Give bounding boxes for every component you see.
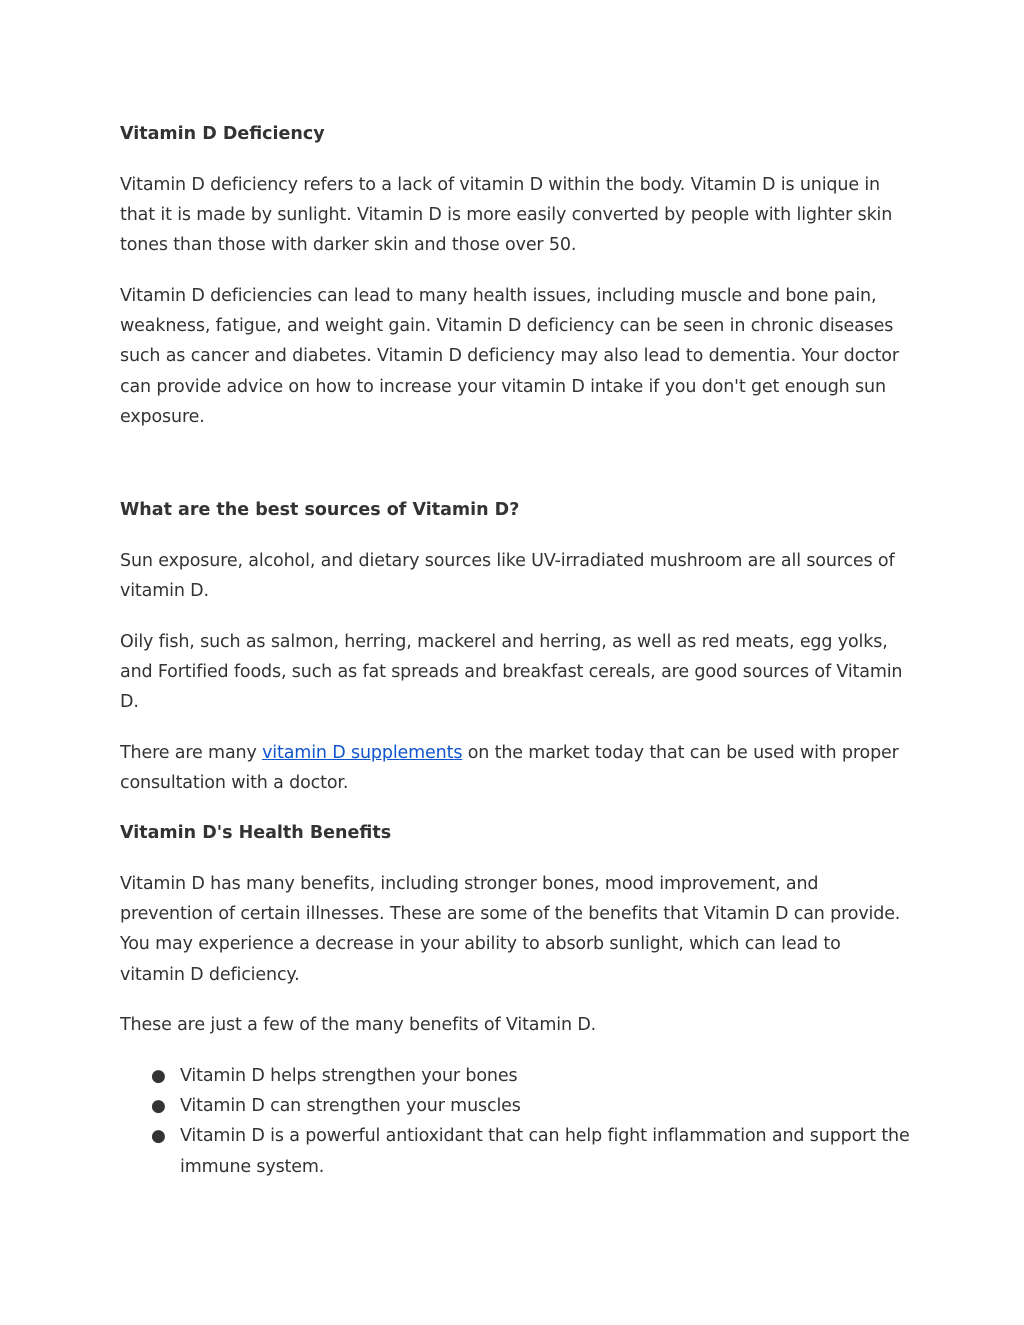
bullet-dot-icon: ● xyxy=(151,1066,166,1086)
list-item xyxy=(120,1121,910,1181)
bullet-dot-icon: ● xyxy=(151,1096,166,1117)
paragraph-deficiency-health-issues: Vitamin D deficiencies can lead to many health issues, including muscle and bone pain, weakness, fatigue, and weight gain. Vitamin D deficiency can be seen in chronic diseases such as cancer and diabetes. Vitamin D deficiency may also lead to dementia. Your doctor can provide advice on how to increase your vitamin D intake if you don't get enough sun exposure. xyxy=(120,286,899,427)
benefits-bullet-list xyxy=(120,1061,910,1182)
section-heading-deficiency: Vitamin D Deficiency xyxy=(120,124,325,144)
supplements-text-after: on the market today that can be used with proper consultation with a doctor. xyxy=(120,743,899,794)
paragraph-supplements xyxy=(120,738,910,798)
paragraph-benefits-intro: These are just a few of the many benefits of Vitamin D. xyxy=(120,1015,597,1035)
paragraph-sources-sun: Sun exposure, alcohol, and dietary sources like UV-irradiated mushroom are all sources of vitamin D. xyxy=(120,551,895,602)
list-item-text: Vitamin D is a powerful antioxidant that can help fight inflammation and support the immune system. xyxy=(180,1126,910,1177)
paragraph-sources-foods: Oily fish, such as salmon, herring, mackerel and herring, as well as red meats, egg yolks, and Fortified foods, such as fat spreads and breakfast cereals, are good sources of Vitamin D. xyxy=(120,632,903,713)
list-item xyxy=(120,1091,910,1121)
section-heading-sources: What are the best sources of Vitamin D? xyxy=(120,500,520,520)
vitamin-d-supplements-link[interactable]: vitamin D supplements xyxy=(262,743,463,763)
list-item-text: Vitamin D helps strengthen your bones xyxy=(180,1066,518,1086)
paragraph-deficiency-definition: Vitamin D deficiency refers to a lack of vitamin D within the body. Vitamin D is unique in that it is made by sunlight. Vitamin D is more easily converted by people with lighter skin tones than those with darker skin and those over 50. xyxy=(120,175,893,256)
list-item-text: Vitamin D can strengthen your muscles xyxy=(180,1096,521,1117)
paragraph-benefits-overview: Vitamin D has many benefits, including stronger bones, mood improvement, and prevention of certain illnesses. These are some of the benefits that Vitamin D can provide. You may experience a decrease in your ability to absorb sunlight, which can lead to vitamin D deficiency. xyxy=(120,874,901,985)
bullet-dot-icon: ● xyxy=(151,1126,166,1147)
list-item xyxy=(120,1061,910,1091)
supplements-text-before: There are many xyxy=(120,743,263,763)
section-heading-benefits: Vitamin D's Health Benefits xyxy=(120,823,392,843)
